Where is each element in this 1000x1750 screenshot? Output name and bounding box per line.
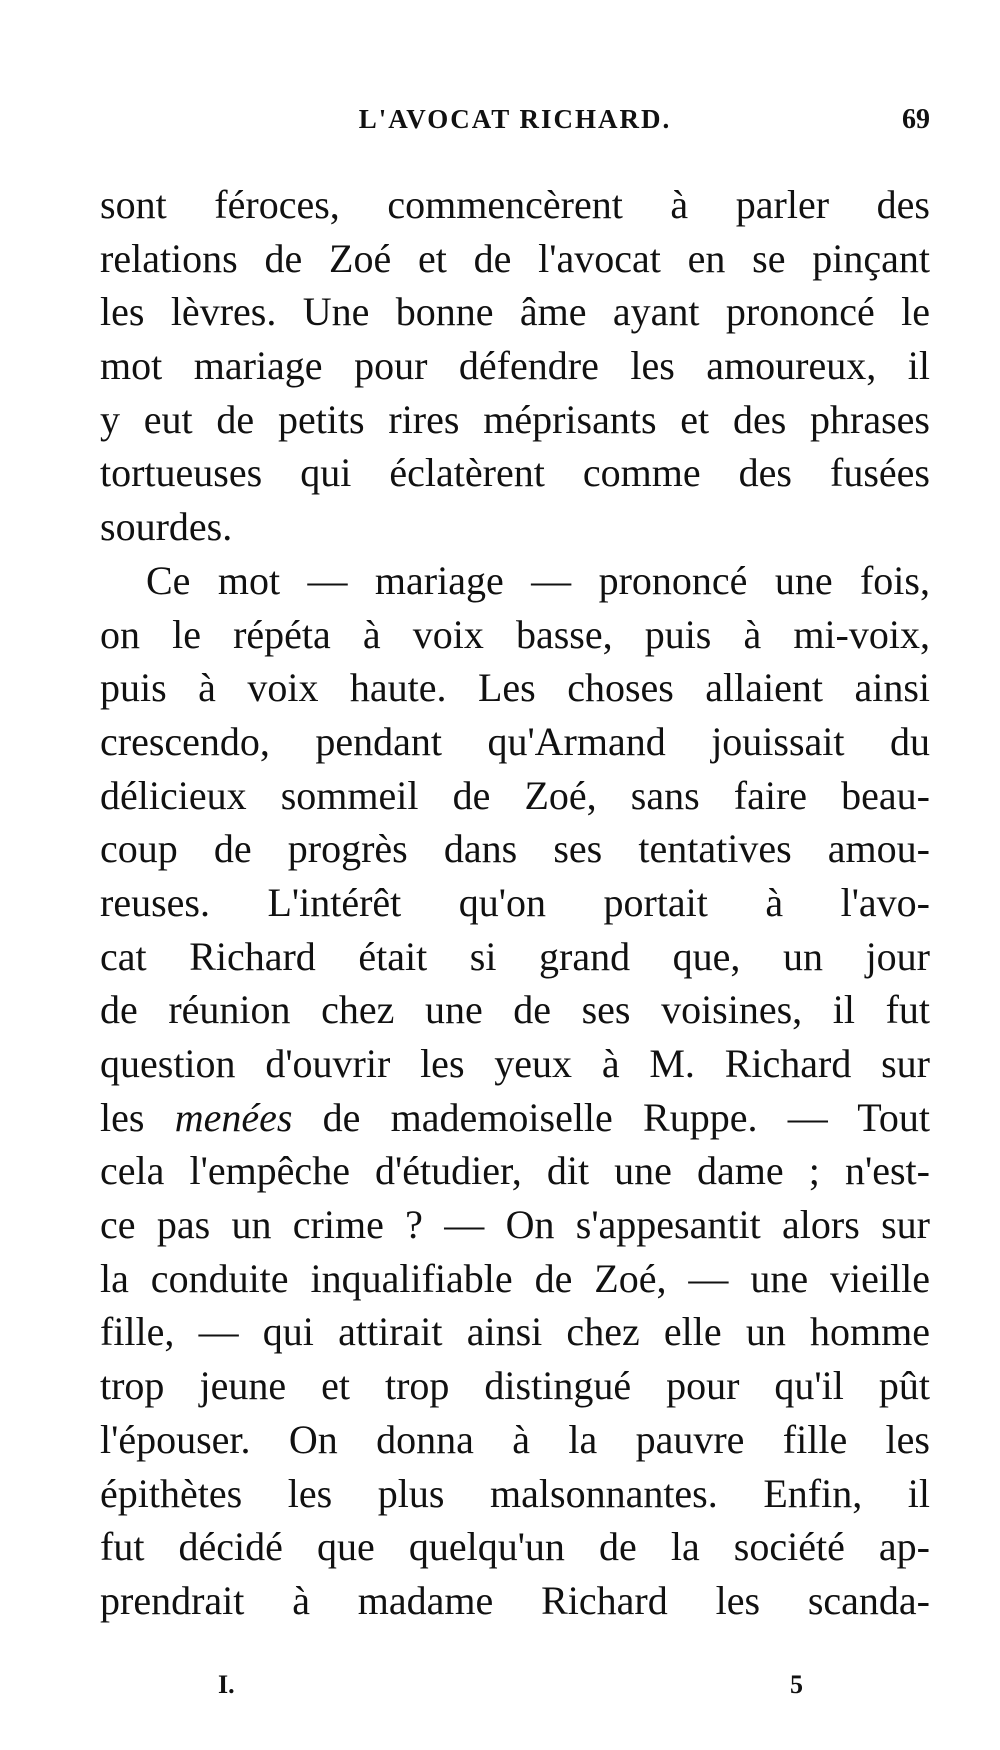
- text-line: la conduite inqualifiable de Zoé, — une vieille: [100, 1255, 930, 1301]
- text-line: tortueuses qui éclatèrent comme des fusées: [100, 450, 930, 496]
- running-title: L'AVOCAT RICHARD.: [358, 104, 672, 134]
- text-line: relations de Zoé et de l'avocat en se pinçant: [100, 235, 930, 281]
- line-segment: les: [100, 1094, 175, 1140]
- page-header: [100, 104, 930, 144]
- text-line-with-italic: [100, 1091, 930, 1145]
- text-line: prendrait à madame Richard les scanda-: [100, 1577, 930, 1623]
- text-line: y eut de petits rires méprisants et des phrases: [100, 396, 930, 442]
- text-line: cat Richard était si grand que, un jour: [100, 933, 930, 979]
- text-line: mot mariage pour défendre les amoureux, il: [100, 343, 930, 389]
- text-line: puis à voix haute. Les choses allaient ainsi: [100, 665, 930, 711]
- line-segment: de mademoiselle Ruppe. — Tout: [292, 1094, 930, 1140]
- text-line: fut décidé que quelqu'un de la société ap-: [100, 1524, 930, 1570]
- text-line: reuses. L'intérêt qu'on portait à l'avo-: [100, 879, 930, 925]
- paragraph-start-line: Ce mot — mariage — prononcé une fois,: [146, 557, 930, 603]
- text-line: on le répéta à voix basse, puis à mi-voix,: [100, 611, 930, 657]
- text-line: trop jeune et trop distingué pour qu'il pût: [100, 1363, 930, 1409]
- page-number: 69: [902, 104, 930, 135]
- text-line: fille, — qui attirait ainsi chez elle un homme: [100, 1309, 930, 1355]
- signature-mark: 5: [790, 1670, 803, 1699]
- text-line: de réunion chez une de ses voisines, il fut: [100, 987, 930, 1033]
- text-line: les lèvres. Une bonne âme ayant prononcé le: [100, 289, 930, 335]
- text-line: épithètes les plus malsonnantes. Enfin, il: [100, 1470, 930, 1516]
- page-footer: [100, 1670, 930, 1700]
- text-line: l'épouser. On donna à la pauvre fille les: [100, 1416, 930, 1462]
- text-line: cela l'empêche d'étudier, dit une dame ; n'est-: [100, 1148, 930, 1194]
- text-line: ce pas un crime ? — On s'appesantit alors sur: [100, 1202, 930, 1248]
- italic-word: menées: [174, 1094, 293, 1140]
- body-text: [100, 178, 930, 1628]
- text-line: délicieux sommeil de Zoé, sans faire beau-: [100, 772, 930, 818]
- text-line: question d'ouvrir les yeux à M. Richard sur: [100, 1041, 930, 1086]
- text-line: crescendo, pendant qu'Armand jouissait du: [100, 718, 930, 764]
- text-line: coup de progrès dans ses tentatives amou-: [100, 826, 930, 872]
- text-line: sourdes.: [100, 504, 233, 550]
- text-line: sont féroces, commencèrent à parler des: [100, 182, 930, 227]
- signature-number: I.: [218, 1670, 235, 1699]
